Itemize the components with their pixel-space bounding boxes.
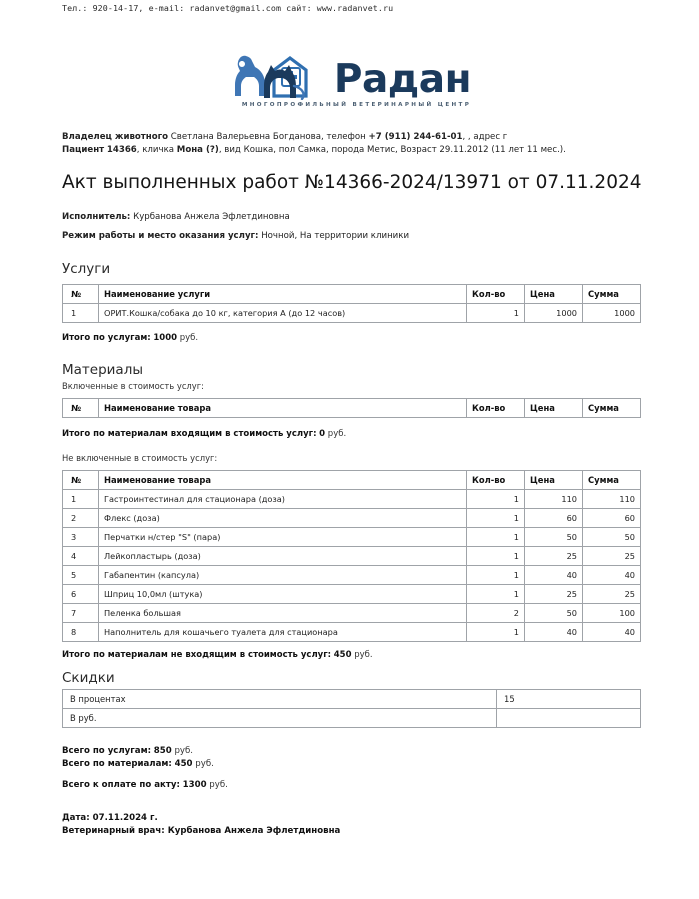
footer-grand-total <box>62 779 228 792</box>
service-qty: 1 <box>467 304 525 323</box>
materials-included-table <box>62 398 641 418</box>
table-row <box>63 304 641 323</box>
logo-wordmark: Радан <box>333 57 472 102</box>
table-row <box>63 490 641 509</box>
mat-exc-total-value: 450 <box>333 650 352 660</box>
services-col-sum: Сумма <box>583 285 641 304</box>
clinic-logo <box>0 52 699 108</box>
material-price: 60 <box>525 509 583 528</box>
owner-line <box>62 131 642 144</box>
patient-details: , вид Кошка, пол Самка, порода Метис, Возраст 29.11.2012 (11 лет 11 мес.). <box>218 145 566 156</box>
service-sum: 1000 <box>583 304 641 323</box>
table-row <box>63 709 641 728</box>
mat-exc-col-qty: Кол-во <box>467 471 525 490</box>
material-qty: 1 <box>467 585 525 604</box>
material-price: 25 <box>525 547 583 566</box>
mat-inc-col-qty: Кол-во <box>467 399 525 418</box>
material-name: Лейкопластырь (доза) <box>99 547 467 566</box>
service-price: 1000 <box>525 304 583 323</box>
materials-heading: Материалы <box>62 362 143 378</box>
material-name: Пеленка большая <box>99 604 467 623</box>
table-row <box>63 690 641 709</box>
owner-label: Владелец животного <box>62 132 169 142</box>
material-name: Перчатки н/стер "S" (пара) <box>99 528 467 547</box>
footer-grand-unit: руб. <box>209 780 228 791</box>
material-name: Флекс (доза) <box>99 509 467 528</box>
mat-exc-total-label: Итого по материалам не входящим в стоимость услуг: <box>62 650 332 660</box>
performer-row <box>62 212 409 222</box>
table-row <box>63 566 641 585</box>
material-idx: 3 <box>63 528 99 547</box>
performer-value: Курбанова Анжела Эфлетдиновна <box>133 212 290 222</box>
material-price: 40 <box>525 623 583 642</box>
materials-excluded-note: Не включенные в стоимость услуг: <box>62 453 218 463</box>
clinic-contact-line: Тел.: 920-14-17, e-mail: radanvet@gmail.com сайт: www.radanvet.ru <box>62 3 394 13</box>
material-sum: 25 <box>583 547 641 566</box>
material-sum: 25 <box>583 585 641 604</box>
patient-nick-label: , кличка <box>136 145 177 156</box>
performer-block <box>62 212 409 250</box>
material-idx: 2 <box>63 509 99 528</box>
work-mode-row <box>62 231 409 241</box>
mat-exc-col-price: Цена <box>525 471 583 490</box>
services-total-label: Итого по услугам: <box>62 333 151 343</box>
material-idx: 1 <box>63 490 99 509</box>
mat-inc-col-idx: № <box>63 399 99 418</box>
footer-materials-total <box>62 758 228 771</box>
material-qty: 1 <box>467 623 525 642</box>
work-mode-label: Режим работы и место оказания услуг: <box>62 231 259 241</box>
table-row <box>63 528 641 547</box>
discount-label: В руб. <box>63 709 497 728</box>
material-qty: 1 <box>467 490 525 509</box>
services-header-row <box>63 285 641 304</box>
services-col-price: Цена <box>525 285 583 304</box>
material-sum: 40 <box>583 623 641 642</box>
owner-address-tail: , , адрес г <box>462 132 508 142</box>
material-price: 50 <box>525 528 583 547</box>
material-qty: 1 <box>467 566 525 585</box>
services-total <box>62 333 198 343</box>
owner-name: Светлана Валерьевна Богданова <box>170 132 322 142</box>
services-total-unit: руб. <box>179 333 199 343</box>
materials-excluded-table <box>62 470 641 642</box>
table-row <box>63 547 641 566</box>
mat-inc-total-label: Итого по материалам входящим в стоимость услуг: <box>62 429 317 439</box>
signature-date-label: Дата: <box>62 813 90 823</box>
material-qty: 1 <box>467 547 525 566</box>
material-sum: 110 <box>583 490 641 509</box>
services-col-qty: Кол-во <box>467 285 525 304</box>
page-title: Акт выполненных работ №14366-2024/13971 от 07.11.2024 <box>62 172 642 193</box>
signature-vet-label: Ветеринарный врач: <box>62 825 165 836</box>
services-heading: Услуги <box>62 261 111 277</box>
material-sum: 40 <box>583 566 641 585</box>
material-price: 40 <box>525 566 583 585</box>
mat-exc-col-sum: Сумма <box>583 471 641 490</box>
material-sum: 100 <box>583 604 641 623</box>
material-idx: 5 <box>63 566 99 585</box>
material-qty: 1 <box>467 528 525 547</box>
performer-label: Исполнитель: <box>62 212 131 222</box>
logo-tagline: МНОГОПРОФИЛЬНЫЙ ВЕТЕРИНАРНЫЙ ЦЕНТР <box>241 102 472 108</box>
discounts-heading: Скидки <box>62 670 115 686</box>
footer-grand-value: 1300 <box>182 780 207 791</box>
mat-exc-col-name: Наименование товара <box>99 471 467 490</box>
mat-inc-col-name: Наименование товара <box>99 399 467 418</box>
owner-patient-info <box>62 131 642 157</box>
signature-vet-value: Курбанова Анжела Эфлетдиновна <box>167 825 341 836</box>
owner-phone: +7 (911) 244-61-01 <box>368 132 463 142</box>
discount-label: В процентах <box>63 690 497 709</box>
footer-totals <box>62 745 228 792</box>
material-sum: 50 <box>583 528 641 547</box>
footer-materials-value: 450 <box>174 758 193 769</box>
mat-inc-col-sum: Сумма <box>583 399 641 418</box>
mat-inc-col-price: Цена <box>525 399 583 418</box>
footer-services-unit: руб. <box>174 746 194 756</box>
materials-excluded-header-row <box>63 471 641 490</box>
discounts-table <box>62 689 641 728</box>
patient-line <box>62 144 642 157</box>
footer-services-value: 850 <box>153 746 172 756</box>
table-row <box>63 585 641 604</box>
materials-excluded-total <box>62 650 373 660</box>
materials-excluded-body <box>63 490 641 642</box>
material-idx: 8 <box>63 623 99 642</box>
footer-grand-label: Всего к оплате по акту: <box>62 780 180 791</box>
material-name: Наполнитель для кошачьего туалета для стационара <box>99 623 467 642</box>
material-qty: 1 <box>467 509 525 528</box>
signature-date-row <box>62 812 340 825</box>
material-sum: 60 <box>583 509 641 528</box>
material-idx: 4 <box>63 547 99 566</box>
patient-id: 14366 <box>106 145 137 156</box>
footer-spacer <box>62 770 228 779</box>
materials-included-note: Включенные в стоимость услуг: <box>62 381 204 391</box>
services-col-name: Наименование услуги <box>99 285 467 304</box>
work-mode-value: Ночной, На территории клиники <box>261 231 410 241</box>
services-table <box>62 284 641 323</box>
service-idx: 1 <box>63 304 99 323</box>
footer-materials-unit: руб. <box>195 758 214 769</box>
signature-date-value: 07.11.2024 г. <box>92 813 158 823</box>
discount-value: 15 <box>497 690 641 709</box>
discounts-body <box>63 690 641 728</box>
footer-materials-label: Всего по материалам: <box>62 758 172 769</box>
material-idx: 6 <box>63 585 99 604</box>
mat-exc-total-unit: руб. <box>354 650 373 660</box>
mat-inc-total-value: 0 <box>319 429 326 439</box>
material-name: Габапентин (капсула) <box>99 566 467 585</box>
material-qty: 2 <box>467 604 525 623</box>
materials-included-header-row <box>63 399 641 418</box>
material-idx: 7 <box>63 604 99 623</box>
material-name: Гастроинтестинал для стационара (доза) <box>99 490 467 509</box>
footer-services-total <box>62 745 228 758</box>
material-price: 25 <box>525 585 583 604</box>
signature-block <box>62 812 340 837</box>
material-price: 50 <box>525 604 583 623</box>
material-name: Шприц 10,0мл (штука) <box>99 585 467 604</box>
logo-mark-icon <box>228 52 332 100</box>
services-total-value: 1000 <box>153 333 178 343</box>
signature-vet-row <box>62 825 340 838</box>
owner-phone-label: , телефон <box>321 132 369 142</box>
footer-services-label: Всего по услугам: <box>62 746 152 756</box>
mat-exc-col-idx: № <box>63 471 99 490</box>
table-row <box>63 604 641 623</box>
service-name: ОРИТ.Кошка/собака до 10 кг, категория А (до 12 часов) <box>99 304 467 323</box>
services-col-idx: № <box>63 285 99 304</box>
mat-inc-total-unit: руб. <box>327 429 347 439</box>
patient-label: Пациент <box>62 145 105 156</box>
logo-row <box>228 52 471 100</box>
patient-nick: Мона (?) <box>176 145 219 156</box>
discount-value <box>497 709 641 728</box>
material-price: 110 <box>525 490 583 509</box>
materials-included-total <box>62 429 346 439</box>
table-row <box>63 509 641 528</box>
table-row <box>63 623 641 642</box>
